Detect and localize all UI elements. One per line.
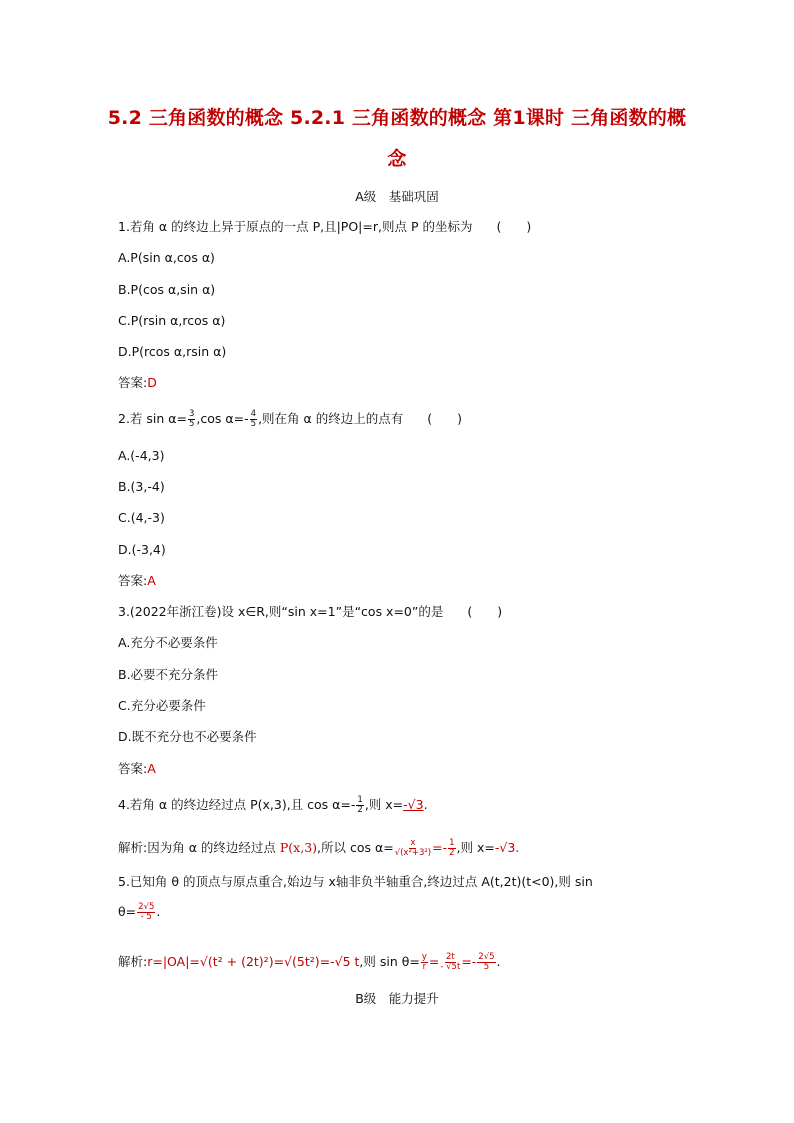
- analysis-text-b: ,所以 cos α=: [317, 840, 394, 855]
- fraction: [448, 839, 455, 858]
- analysis-result: -√3.: [494, 840, 520, 855]
- fraction: [250, 410, 257, 429]
- fraction-denominator: 5: [483, 962, 490, 972]
- option-d: D.P(rcos α,rsin α): [118, 344, 227, 359]
- option-a: A.(-4,3): [118, 448, 165, 463]
- option-b: B.必要不充分条件: [118, 667, 219, 682]
- q2-text-a: 2.若 sin α=: [118, 411, 187, 426]
- question-5-answer: [118, 903, 160, 922]
- analysis-end: .: [496, 954, 501, 969]
- fraction-denominator: 2: [357, 805, 363, 815]
- fraction-denominator: 2: [449, 848, 455, 858]
- option-d: D.(-3,4): [118, 542, 166, 557]
- question-4-stem: [118, 796, 428, 815]
- equals-sign: =-: [461, 954, 477, 969]
- answer-paren: ( ): [496, 219, 532, 234]
- fraction-numerator: 3: [189, 409, 195, 419]
- answer-value: D: [147, 375, 157, 390]
- fraction-numerator: y: [421, 952, 427, 962]
- option-c: C.P(rsin α,rcos α): [118, 313, 226, 328]
- question-5-stem: 5.已知角 θ 的顶点与原点重合,始边与 x轴非负半轴重合,终边过点 A(t,2t)(t<0),则 sin: [118, 874, 593, 889]
- answer-2: [118, 572, 156, 590]
- fraction-numerator: 2√5: [138, 902, 155, 912]
- analysis-point: P(x,3): [279, 840, 318, 855]
- fraction-denominator: 5: [250, 419, 257, 429]
- q5-answer-prefix: θ=: [118, 904, 137, 919]
- analysis-text-a: r=|OA|=√(t² + (2t)²)=√(5t²)=-√5 t: [147, 954, 360, 969]
- question-1-stem: [118, 218, 531, 236]
- answer-label: 答案:: [118, 761, 148, 776]
- option-d: D.既不充分也不必要条件: [118, 729, 257, 744]
- fraction-numerator: 4: [250, 409, 257, 419]
- section-b-heading: B级 能力提升: [355, 991, 439, 1006]
- equals-sign: =: [428, 954, 440, 969]
- analysis-4: [118, 839, 519, 858]
- fraction-numerator: 1: [357, 795, 363, 805]
- option-c: C.充分必要条件: [118, 698, 206, 713]
- analysis-text-a: 因为角 α 的终边经过点: [147, 840, 280, 855]
- option-a: A.充分不必要条件: [118, 635, 218, 650]
- fraction: [440, 953, 460, 972]
- answer-value: A: [147, 573, 156, 588]
- answer-value: A: [147, 761, 156, 776]
- option-b: B.P(cos α,sin α): [118, 282, 216, 297]
- question-1-text: 1.若角 α 的终边上异于原点的一点 P,且|PO|=r,则点 P 的坐标为: [118, 219, 473, 234]
- answer-paren: ( ): [427, 411, 462, 426]
- fraction: [395, 839, 431, 858]
- analysis-text-b: ,则 sin θ=: [359, 954, 420, 969]
- analysis-label: 解析:: [118, 840, 148, 855]
- question-3-stem: [118, 603, 502, 621]
- analysis-text-d: ,则 x=: [456, 840, 495, 855]
- answer-1: [118, 374, 157, 392]
- analysis-5: [118, 953, 501, 972]
- fraction: [137, 903, 155, 922]
- answer-label: 答案:: [118, 375, 148, 390]
- option-b: B.(3,-4): [118, 479, 165, 494]
- fraction-numerator: x: [410, 838, 416, 848]
- section-a-heading: A级 基础巩固: [355, 189, 439, 204]
- q2-text-c: ,则在角 α 的终边上的点有: [258, 411, 404, 426]
- fraction-denominator: - √5t: [440, 962, 461, 972]
- fraction-denominator: r: [422, 962, 427, 972]
- answer-3: [118, 760, 156, 778]
- q4-text-end: .: [423, 797, 428, 812]
- fraction-numerator: 1: [449, 838, 455, 848]
- q5-answer-end: .: [156, 904, 161, 919]
- fraction-numerator: 2√5: [478, 952, 495, 962]
- question-3-text: 3.(2022年浙江卷)设 x∈R,则“sin x=1”是“cos x=0”的是: [118, 604, 444, 619]
- analysis-text-c: =-: [432, 840, 448, 855]
- answer-label: 答案:: [118, 573, 148, 588]
- fraction-numerator: 2t: [445, 952, 455, 962]
- q4-text-b: ,则 x=: [364, 797, 404, 812]
- analysis-label: 解析:: [118, 954, 148, 969]
- q2-text-b: ,cos α=-: [196, 411, 249, 426]
- fraction: [477, 953, 495, 972]
- fraction-denominator: - 5: [140, 912, 152, 922]
- option-a: A.P(sin α,cos α): [118, 250, 215, 265]
- fraction-denominator: 5: [189, 419, 195, 429]
- page-title: 5.2 三角函数的概念 5.2.1 三角函数的概念 第1课时 三角函数的概念: [107, 107, 687, 170]
- question-2-stem: [118, 410, 462, 429]
- fraction: [421, 953, 428, 972]
- fill-answer: -√3: [403, 797, 424, 812]
- fraction-denominator: √(x²+3²): [394, 848, 432, 858]
- fraction: [188, 410, 195, 429]
- answer-paren: ( ): [467, 604, 503, 619]
- option-c: C.(4,-3): [118, 510, 165, 525]
- q4-text-a: 4.若角 α 的终边经过点 P(x,3),且 cos α=-: [118, 797, 356, 812]
- fraction: [356, 796, 363, 815]
